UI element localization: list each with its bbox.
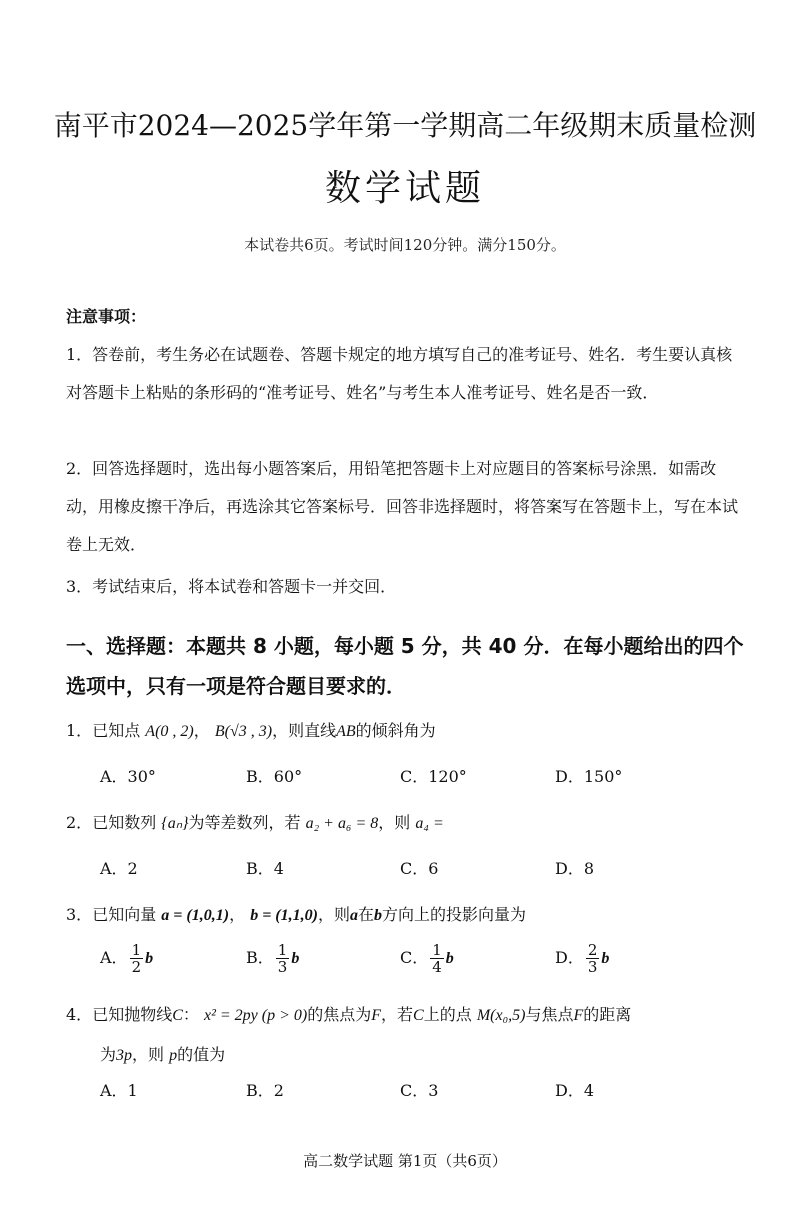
question-4-line-2: 为3p，则 p的值为: [100, 1045, 226, 1064]
fraction: $\frac{2}{3}$: [587, 941, 598, 976]
fraction: $\frac{1}{3}$: [277, 941, 288, 976]
question-1: 1．已知点 A(0 , 2)， B(√3 , 3)，则直线AB的倾斜角为: [66, 721, 436, 740]
options-3: [100, 942, 700, 986]
sequence: {aₙ}: [161, 815, 189, 832]
notice-item-1: 1．答卷前，考生务必在试题卷、答题卡规定的地方填写自己的准考证号、姓名．考生要认真核对答题卡上粘贴的条形码的“准考证号、姓名”与考生本人准考证号、姓名是否一致．: [66, 345, 733, 402]
condition: a₂ + a₆ = 8: [305, 815, 379, 832]
vector-a: a = (1,0,1): [161, 907, 230, 924]
notice-heading: 注意事项：: [66, 307, 147, 326]
option-b[interactable]: B． $\frac{1}{3}$ b: [246, 941, 300, 976]
target-term: a₄ =: [415, 815, 444, 832]
question-3: 3．已知向量 a = (1,0,1)， b = (1,1,0)，则a在b方向上的投影向量为: [66, 905, 527, 924]
question-number: 3．: [66, 905, 93, 924]
vector-b: b = (1,1,0): [250, 907, 318, 924]
option-b[interactable]: B．2: [246, 1081, 284, 1100]
option-a[interactable]: A． $\frac{1}{2}$ b: [100, 941, 154, 976]
option-a[interactable]: A．30°: [100, 767, 156, 786]
option-c[interactable]: C．120°: [400, 767, 467, 786]
option-a[interactable]: A．2: [100, 859, 138, 878]
option-d[interactable]: D． $\frac{2}{3}$ b: [555, 941, 610, 976]
option-c[interactable]: C．3: [400, 1081, 439, 1100]
fraction: $\frac{1}{2}$: [131, 941, 142, 976]
question-number: 2．: [66, 813, 93, 832]
option-a[interactable]: A．1: [100, 1081, 138, 1100]
option-d[interactable]: D．8: [555, 859, 595, 878]
question-number: 4．: [66, 1005, 93, 1024]
options-4: [100, 1078, 700, 1108]
option-c[interactable]: C．6: [400, 859, 439, 878]
options-2: [100, 856, 700, 886]
question-number: 1．: [66, 721, 93, 740]
option-c[interactable]: C． $\frac{1}{4}$ b: [400, 941, 454, 976]
notice-item-2: 2．回答选择题时，选出每小题答案后，用铅笔把答题卡上对应题目的答案标号涂黑．如需改动，用橡皮擦干净后，再选涂其它答案标号．回答非选择题时，将答案写在答题卡上，写在本试卷上无效．: [66, 459, 739, 554]
question-4: 4．已知抛物线C： x² = 2py (p > 0)的焦点为F，若C上的点 M(x₀,5)与焦点F的距离: [66, 1005, 632, 1024]
option-d[interactable]: D．4: [555, 1081, 595, 1100]
option-d[interactable]: D．150°: [555, 767, 623, 786]
exam-info: 本试卷共6页。考试时间120分钟。满分150分。: [244, 236, 566, 254]
notice-item-3: 3．考试结束后，将本试卷和答题卡一并交回．: [66, 577, 397, 596]
fraction: $\frac{1}{4}$: [432, 941, 442, 976]
option-b[interactable]: B．60°: [246, 767, 303, 786]
point-m: M(x₀,5): [476, 1007, 526, 1024]
question-2: 2．已知数列 {aₙ}为等差数列，若 a₂ + a₆ = 8，则 a₄ =: [66, 813, 444, 832]
point-b: B(√3 , 3): [214, 723, 273, 740]
point-a: A(0 , 2): [145, 723, 194, 740]
exam-title: 南平市2024—2025学年第一学期高二年级期末质量检测: [53, 109, 757, 142]
page-footer: 高二数学试题 第1页（共6页）: [303, 1152, 507, 1170]
section-heading: 一、选择题：本题共 8 小题，每小题 5 分，共 40 分．在每小题给出的四个选项中，只有一项是符合题目要求的．: [66, 634, 744, 698]
parabola-equation: x² = 2py (p > 0): [203, 1007, 308, 1024]
exam-subtitle: 数学试题: [324, 168, 485, 209]
options-1: [100, 764, 700, 794]
option-b[interactable]: B．4: [246, 859, 284, 878]
